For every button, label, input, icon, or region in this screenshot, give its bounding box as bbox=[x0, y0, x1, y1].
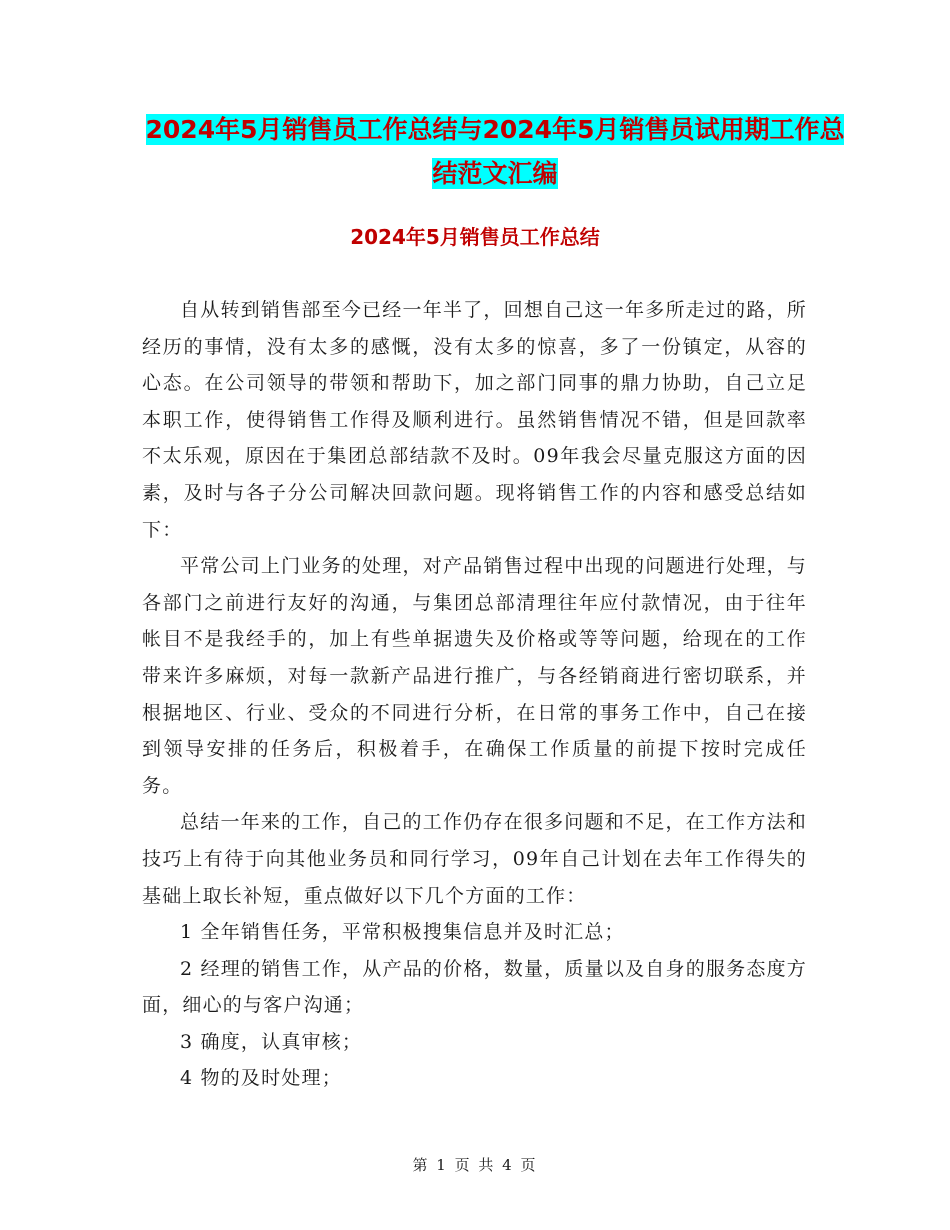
list-item-4: 4 物的及时处理； bbox=[180, 1067, 342, 1090]
list-item-3: 3 确度，认真审核； bbox=[180, 1030, 363, 1053]
document-title-text: 2024年5月销售员工作总结与2024年5月销售员试用期工作总结范文汇编 bbox=[145, 115, 845, 188]
document-body bbox=[142, 292, 807, 1097]
page-footer: 第 1 页 共 4 页 bbox=[412, 1156, 538, 1174]
paragraph-daily-work: 平常公司上门业务的处理，对产品销售过程中出现的问题进行处理，与各部门之前进行友好的沟通，与集团总部清理往年应付款情况，由于往年帐目不是我经手的，加上有些单据遗失及价格或等等问题，给现在的工作带来许多麻烦，对每一款新产品进行推广，与各经销商进行密切联系，并根据地区、行业、受众的不同进行分析，在日常的事务工作中，自己在接到领导安排的任务后，积极着手，在确保工作质量的前提下按时完成任务。 bbox=[142, 555, 807, 797]
list-item-2: 2 经理的销售工作，从产品的价格，数量，质量以及自身的服务态度方面，细心的与客户沟通； bbox=[142, 957, 807, 1017]
paragraph-intro: 自从转到销售部至今已经一年半了，回想自己这一年多所走过的路，所经历的事情，没有太多的感慨，没有太多的惊喜，多了一份镇定，从容的心态。在公司领导的带领和帮助下，加之部门同事的鼎力协助，自己立足本职工作，使得销售工作得及顺利进行。虽然销售情况不错，但是回款率不太乐观，原因在于集团总部结款不及时。09年我会尽量克服这方面的因素，及时与各子分公司解决回款问题。现将销售工作的内容和感受总结如下： bbox=[142, 299, 807, 541]
section-title: 2024年5月销售员工作总结 bbox=[350, 225, 600, 249]
paragraph-summary: 总结一年来的工作，自己的工作仍存在很多问题和不足，在工作方法和技巧上有待于向其他业务员和同行学习，09年自己计划在去年工作得失的基础上取长补短，重点做好以下几个方面的工作： bbox=[142, 811, 807, 907]
document-title bbox=[140, 108, 850, 196]
list-item-1: 1 全年销售任务，平常积极搜集信息并及时汇总； bbox=[180, 921, 625, 944]
